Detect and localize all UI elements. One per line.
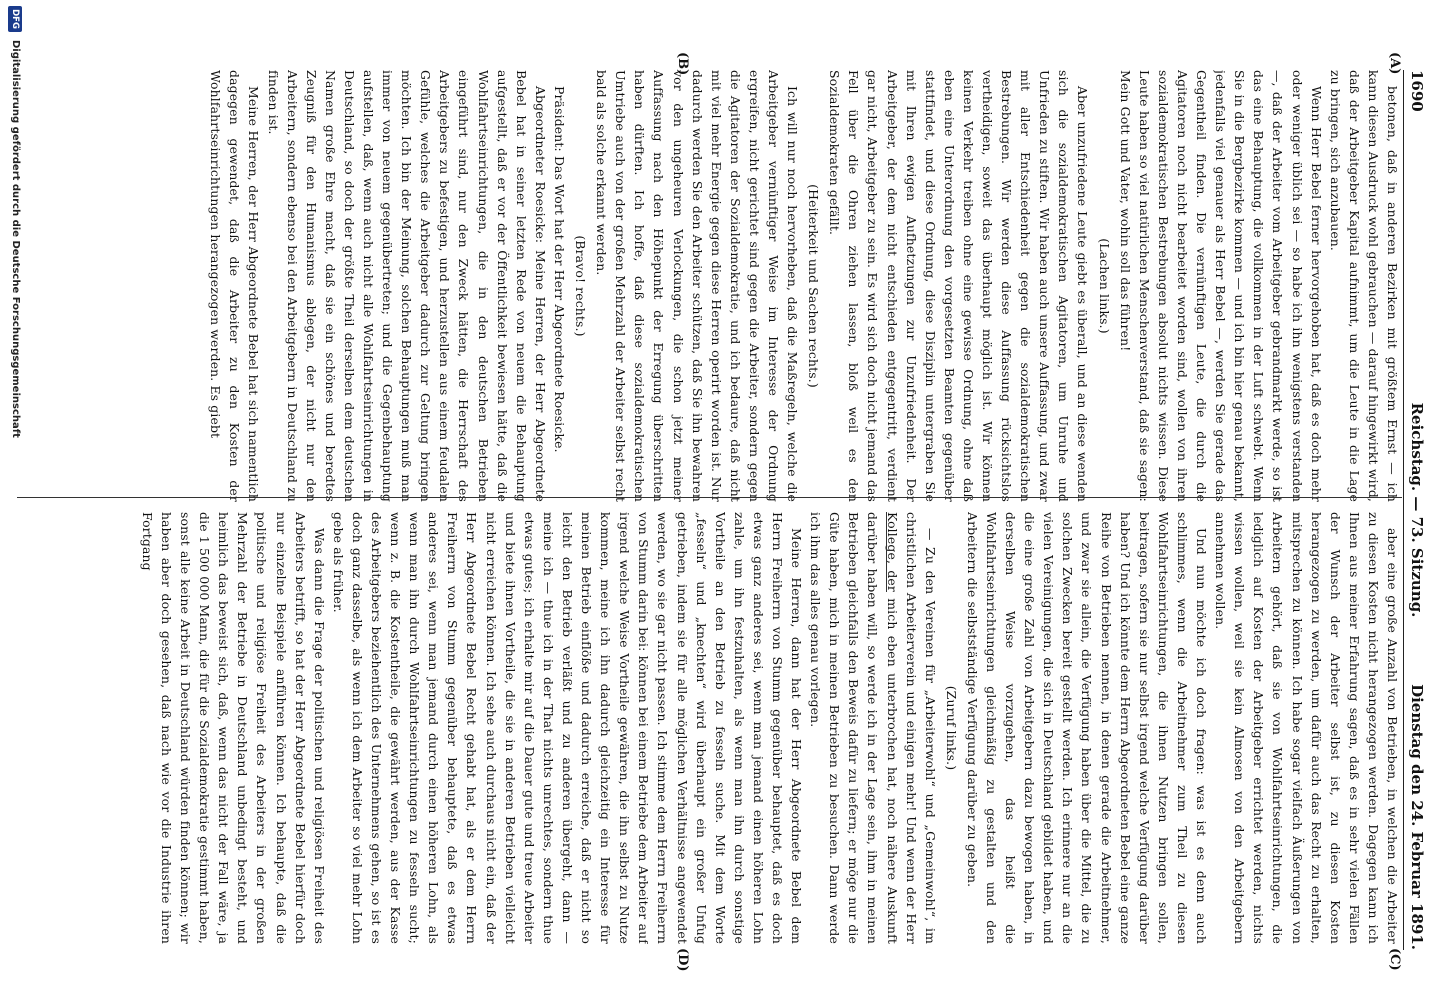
- margin-marker-d: (D): [675, 948, 690, 972]
- paragraph: Und nun möchte ich doch fragen: was ist es denn auch schlimmes, wenn die Arbeitnehmer zum Theil zu diesen Wohlfahrtseinrichtungen, die ihnen Nutzen bringen sollen, beitragen, sofern sie nur selbst irgend welche Verfügung darüber haben? Und ich könnte dem Herrn Abgeordneten Bebel eine ganze Reihe von Betrieben nennen, in denen gerade die Arbeitnehmer, und zwar sie allein, die Verfügung haben über die Mittel, die zu solchen Zwecken bereit gestellt werden. Ich erinnere nur an die vielen Vereinigungen, die sich in Deutschland gebildet haben, und die eine große Zahl von Arbeitgebern dazu bewogen haben, in derselben Weise vorzugehen, das heißt die Wohlfahrtseinrichtungen gleichmäßig zu gestalten und den Arbeitern die selbstständige Verfügung darüber zu geben.: [964, 512, 1210, 944]
- left-text-column: [17, 70, 1402, 502]
- paragraph: Abgeordneter Roesicke: Meine Herren, der Herr Abgeordnete Bebel hat in seiner letzten Rede von neuem die Behauptung aufgestellt, daß er vor der Öffentlichkeit bewiesen hätte, daß die Wohlfahrtseinrichtungen, die in den deutschen Betrieben eingeführt sind, nur den Zweck hätten, die Herrschaft des Arbeitgebers zu befestigen, und herzustellen aus einem feudalen Gefühle, welches die Arbeitgeber dadurch zur Geltung bringen möchten. Ich bin der Meinung, solchen Behauptungen muß man immer von neuem gegenübertreten; und die Gegenbehauptung aufstellen, daß, wenn auch nicht alle Wohlfahrtseinrichtungen in Deutschland, so doch der größte Theil derselben dem deutschen Namen große Ehre macht, daß sie ein schönes und beredtes Zeugniß für den Humanismus ablegen, der nicht nur den Arbeitern, sondern ebenso bei den Arbeitgebern in Deutschland zu finden ist.: [265, 70, 548, 502]
- margin-marker-a: (A): [1387, 52, 1402, 75]
- section-divider: [886, 512, 887, 592]
- right-text-column: [17, 512, 1402, 944]
- paragraph: — Zu den Vereinen für „Arbeiterwohl“ und „Gemeinwohl“, im christlichen Arbeiterverein und einigen mehr! Und wenn der Herr Kollege, der mich eben unterbrochen hat, noch nähere Auskunft darüber haben will, so werde ich in der Lage sein, ihm in meinen Betrieben gleichfalls den Beweis dafür zu liefern; er möge nur die Güte haben, mich in meinen Betrieben zu besuchen. Dann werde ich ihm das alles genau vorlegen.: [808, 512, 938, 944]
- margin-marker-c: (C): [1387, 948, 1402, 971]
- page-number: 1690: [1408, 70, 1426, 112]
- paragraph: betonen, daß in anderen Bezirken mit größtem Ernst — ich kann diesen Ausdruck wohl gebrauchen — darauf hingewirkt wird, daß der Arbeitgeber Kapital aufnimmt, um die Leute in die Lage zu bringen, sich anzubauen.: [1327, 70, 1400, 502]
- interjection: (Bravo! rechts.): [573, 235, 589, 337]
- page-title: Reichstag. — 73. Sitzung.: [1408, 402, 1426, 618]
- paragraph: Meine Herren, der Herr Abgeordnete Bebel hat sich namentlich dagegen gewendet, daß die Arbeiter zu den Kosten der Wohlfahrtseinrichtungen herangezogen werden. Es giebt: [208, 70, 262, 502]
- interjection: (Lachen links.): [1096, 238, 1112, 334]
- paragraph: Wenn Herr Bebel ferner hervorgehoben hat, daß es doch mehr oder weniger üblich sei — so habe ich ihn wenigstens verstanden —, daß der Arbeiter vom Arbeitgeber gebrandmarkt werde, so ist das eine Behauptung, die vollkommen in der Luft schwebt. Wenn Sie in die Bergbezirke kommen — und ich bin hier genau bekannt, jedenfalls viel genauer als Herr Bebel —, werden Sie gerade das Gegentheil finden. Die vernünftigen Leute, die durch die Agitatoren noch nicht bearbeitet worden sind, wollen von ihren sozialdemokratischen Bestrebungen absolut nichts wissen. Diese Leute haben so viel natürlichen Menschenverstand, daß sie sagen: Mein Gott und Vater, wohin soll das führen!: [1117, 70, 1324, 502]
- paragraph: Was dann die Frage der politischen und religiösen Freiheit des Arbeiters betrifft, so hat der Herr Abgeordnete Bebel hierfür doch nur einzelne Beispiele anführen können. Ich behaupte, daß die politische und religiöse Freiheit des Arbeiters in der großen Mehrzahl der Betriebe in Deutschland unbedingt besteht, und heimlich das beweist sich, daß, wenn das nicht der Fall wäre, ja die 1 500 000 Mann, die für die Sozialdemokratie gestimmt haben, sonst alle keine Arbeit in Deutschland würden finden können; wir haben aber doch gesehen, daß nach wie vor die Industrie ihren Fortgang: [139, 512, 327, 944]
- paragraph: Präsident: Das Wort hat der Herr Abgeordnete Roesicke.: [551, 86, 567, 453]
- page-footer: [6, 0, 22, 1000]
- interjection: (Zuruf links.): [943, 685, 959, 771]
- funding-note: Digitalisierung gefördert durch die Deutsche Forschungsgemeinschaft: [10, 40, 21, 438]
- page-date: Dienstag den 24. Februar 1891.: [1408, 684, 1426, 950]
- interjection: (Heiterkeit und Sachen rechts.): [806, 184, 822, 388]
- paragraph: Meine Herren, dann hat der Herr Abgeordnete Bebel dem Herrn Freiherrn von Stumm gegenüber behauptet, daß es doch etwas ganz anderes sei, wenn man jemand einen höheren Lohn zahle, um ihn festzuhalten, als wenn man ihn durch sonstige Vortheile an den Betrieb zu fesseln suche. Mit dem Worte „fesseln“ und „knechten“ wird überhaupt ein großer Unfug getrieben, indem sie für alle möglichen Verhältnisse angewendet werden, wo sie gar nicht passen. Ich stimme dem Herrn Freiherrn von Stumm darin bei: können bei einem Betriebe dem Arbeiter auf irgend welche Weise Vortheile gewähren, die ihn selbst zu Nutze kommen, meine ich ihn dadurch gleichzeitig ein Interesse für meinen Betrieb einflöße und dadurch erreiche, daß er nicht so leicht den Betrieb verläßt und zu anderen übergeht, dann — meine ich — thue ich in der That nichts unrechtes, sondern thue etwas gutes; ich erhalte mir auf die Dauer gute und treue Arbeiter und biete ihnen Vortheile, die sie in anderen Betrieben vielleicht nicht erreichen können. Ich sehe auch durchaus nicht ein, daß der Herr Abgeordnete Bebel Recht gehabt hat, als er dem Herrn Freiherrn von Stumm gegenüber behauptete, daß es etwas anderes sei, wenn man jemand durch einen höheren Lohn, als wenn man ihn durch Wohlfahrtseinrichtungen zu fesseln sucht; wenn z. B. die Kostentheile, die gewährt werden, aus der Kasse des Arbeitgebers beziehentlich des Unternehmens gehen, so ist es doch ganz dasselbe, als wenn ich dem Arbeiter so viel mehr Lohn gebe als früher.: [330, 512, 805, 944]
- paragraph: aber eine große Anzahl von Betrieben, in welchen die Arbeiter zu diesen Kosten nicht herangezogen werden. Dagegen kann ich Ihnen aus meiner Erfahrung sagen, daß es in sehr vielen Fällen der Wunsch der Arbeiter selbst ist, zu diesen Kosten herangezogen zu werden, um dafür auch das Recht zu erhalten, mitsprechen zu können. Ich habe sogar vielfach Äußerungen von Arbeitern gehört, daß sie von Wohlfahrtseinrichtungen, die lediglich auf Kosten der Arbeitgeber errichtet werden, nichts wissen wollen, weil sie kein Almosen von den Arbeitgebern annehmen wollen.: [1213, 512, 1400, 944]
- margin-marker-b: (B): [675, 52, 690, 76]
- dfg-logo: DFG: [8, 6, 22, 32]
- column-divider: [17, 497, 1402, 498]
- page-header: [1403, 70, 1426, 950]
- paragraph: Ich will nur noch hervorheben, daß die Maßregeln, welche die Arbeitgeber vernünftiger Weise im Interesse der Ordnung ergreifen, nicht gerichtet sind gegen die Arbeiter, sondern gegen die Agitatoren der Sozialdemokratie, und ich bedaure, daß nicht mit viel mehr Energie gegen diese Herren operirt worden ist. Nur dadurch werden Sie den Arbeiter schützen, daß Sie ihn bewahren vor den ungeheuren Verlockungen, die schon jetzt meiner Auffassung nach den Höhepunkt der Erregung überschritten haben dürften. Ich hoffe, daß diese sozialdemokratischen Umtriebe auch von der großen Mehrzahl der Arbeiter selbst recht bald als solche erkannt werden.: [594, 70, 801, 502]
- paragraph: Aber unzufriedene Leute giebt es überall, und an diese wenden sich die sozialdemokratischen Agitatoren, um Unruhe und Unfrieden zu stiften. Wir haben auch unsere Auffassung, und zwar mit aller Entschiedenheit gegen die sozialdemokratischen Bestrebungen. Wir werden diese Auffassung rücksichtslos vertheidigen, soweit das überhaupt möglich ist. Wir können keinen Verkehr treiben ohne eine gewisse Ordnung, ohne daß eben eine Unterordnung den vorgesetzten Beamten gegenüber stattfindet, und diese Ordnung, diese Disziplin untergraben Sie mit Ihren ewigen Aufhetzungen zur Unzufriedenheit. Der Arbeitgeber, der dem nicht entschieden entgegentritt, verdient gar nicht, Arbeitgeber zu sein. Es wird sich doch nicht jemand das Fell über die Ohren ziehen lassen, bloß weil es den Sozialdemokraten gefällt.: [827, 70, 1091, 502]
